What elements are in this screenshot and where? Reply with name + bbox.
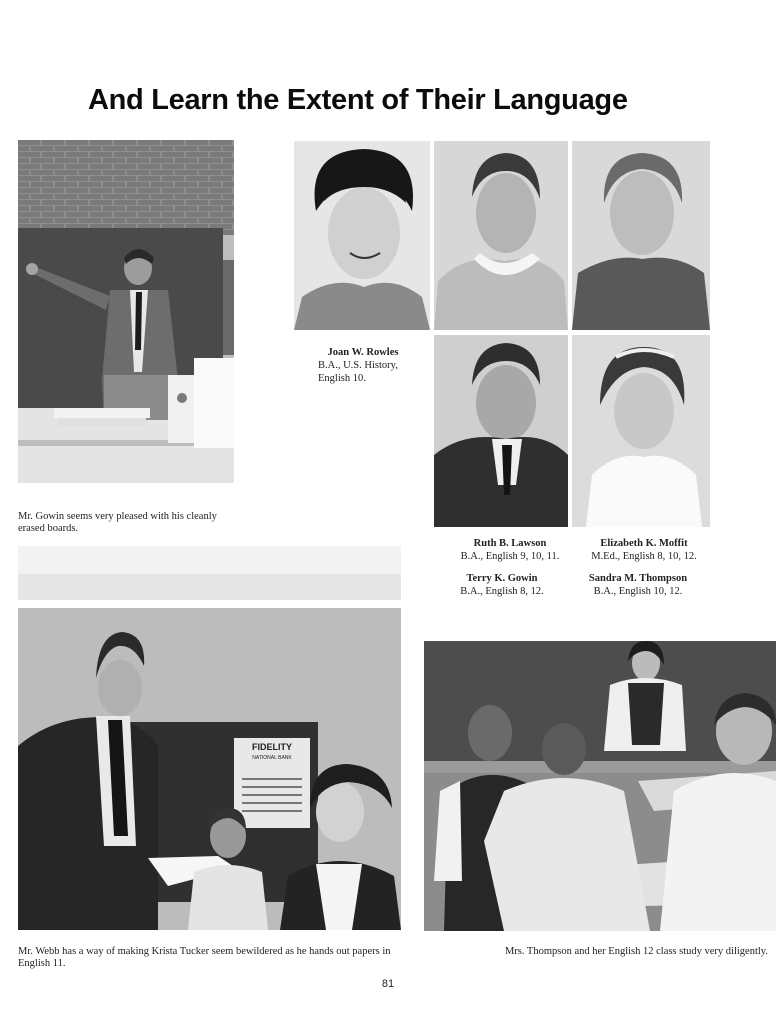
faculty-degree: M.Ed., English 8, 10, 12. xyxy=(591,551,697,562)
calendar-bank-name: FIDELITY xyxy=(252,742,292,752)
faculty-entry-thompson xyxy=(568,572,708,598)
faculty-degree: B.A., English 10, 12. xyxy=(593,586,683,597)
portrait-terry-gowin xyxy=(434,335,568,527)
caption-webb-photo: Mr. Webb has a way of making Krista Tucker seem bewildered as he hands out papers in English 11. xyxy=(18,946,391,969)
calendar-bank-sub: NATIONAL BANK xyxy=(252,755,292,761)
faculty-subjects: English 10. xyxy=(318,373,366,384)
faculty-degree: B.A., English 9, 10, 11. xyxy=(460,551,560,562)
faculty-entry-moffit xyxy=(574,537,714,563)
page-number: 81 xyxy=(381,978,395,990)
portrait-elizabeth-moffit xyxy=(572,141,710,330)
faculty-entry-lawson xyxy=(440,537,580,563)
photo-webb-papers xyxy=(18,546,401,930)
photo-thompson-class xyxy=(424,641,776,931)
portrait-joan-rowles xyxy=(294,141,430,330)
faculty-name: Sandra M. Thompson xyxy=(588,573,688,584)
faculty-entry-rowles xyxy=(296,346,430,385)
faculty-name: Terry K. Gowin xyxy=(466,573,538,584)
faculty-name: Ruth B. Lawson xyxy=(473,538,547,549)
faculty-entry-gowin xyxy=(432,572,572,598)
faculty-name: Joan W. Rowles xyxy=(327,347,399,358)
faculty-name: Elizabeth K. Moffit xyxy=(600,538,688,549)
faculty-degree: B.A., U.S. History, xyxy=(318,360,398,371)
portrait-ruth-lawson xyxy=(434,141,568,330)
caption-gowin-photo: Mr. Gowin seems very pleased with his cleanly erased boards. xyxy=(18,511,217,534)
page-title: And Learn the Extent of Their Language xyxy=(88,84,628,116)
faculty-degree: B.A., English 8, 12. xyxy=(460,586,544,597)
photo-gowin-chalkboard xyxy=(18,140,234,483)
portrait-sandra-thompson xyxy=(572,335,710,527)
caption-thompson-photo: Mrs. Thompson and her English 12 class study very diligently. xyxy=(504,946,768,957)
